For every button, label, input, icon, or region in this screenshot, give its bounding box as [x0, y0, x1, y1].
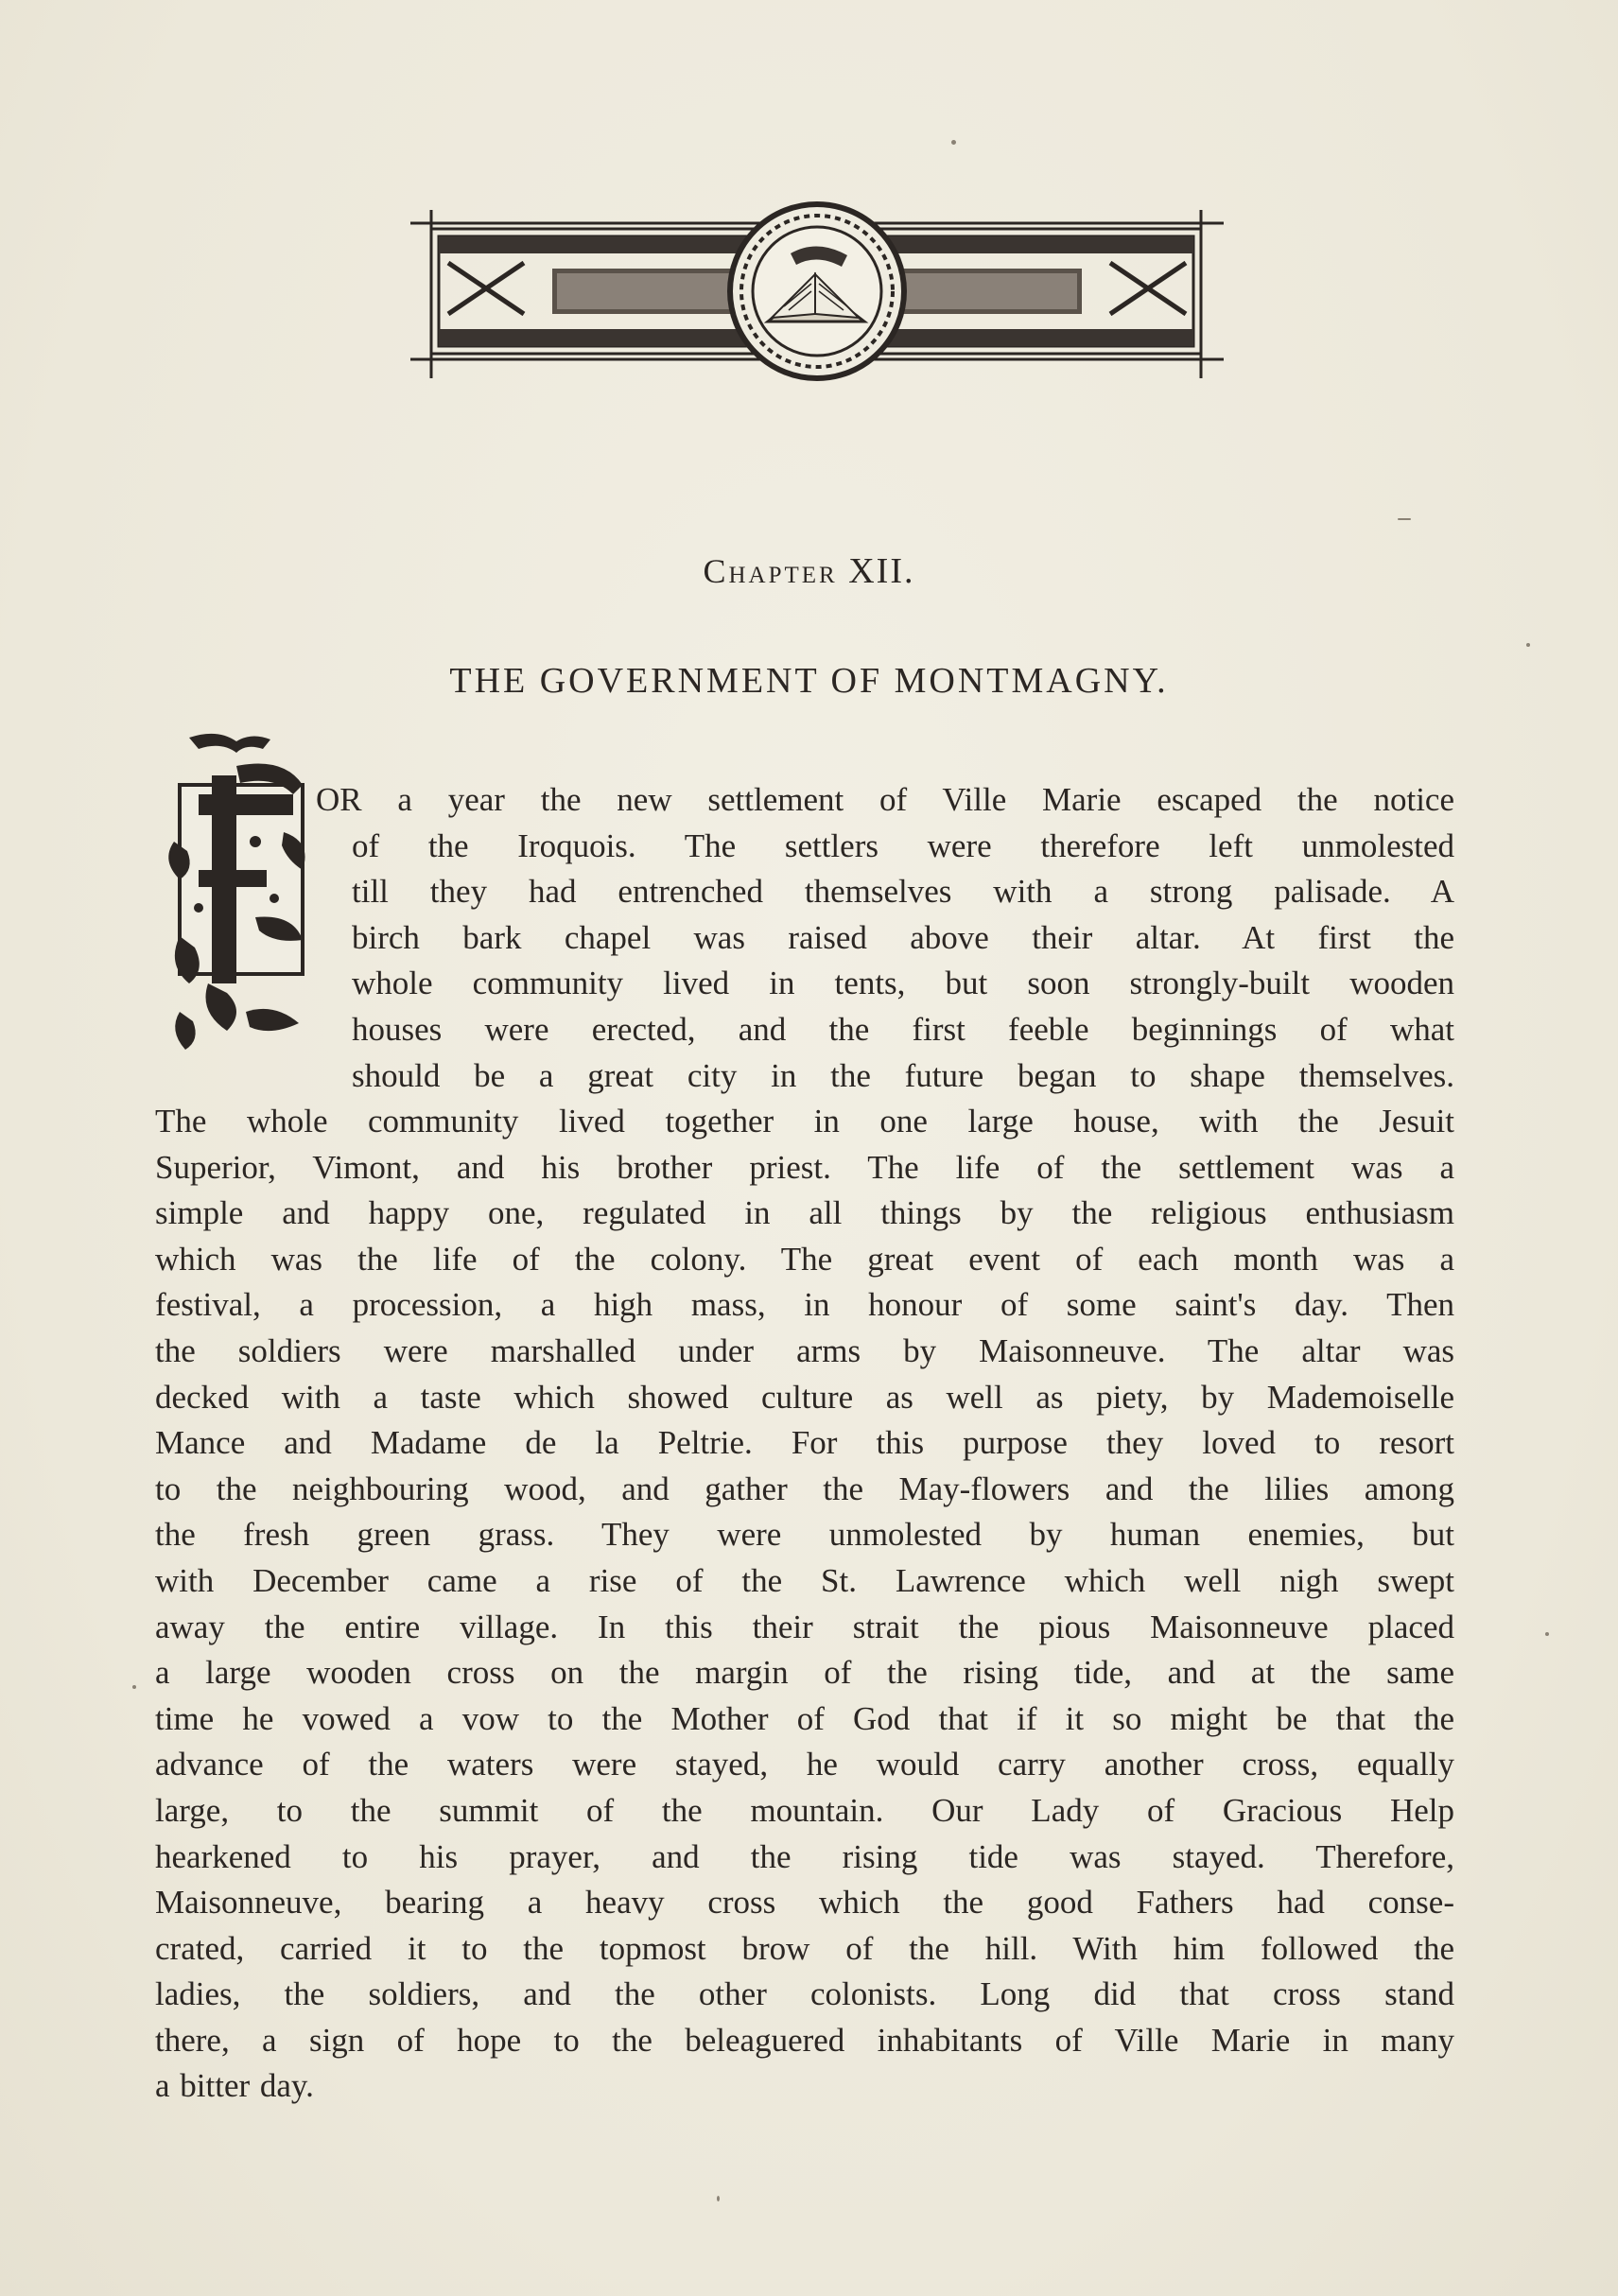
text-line: of the Iroquois. The settlers were therefore left unmolested — [352, 826, 1454, 864]
text-line: festival, a procession, a high mass, in honour of some saint's day. Then — [155, 1286, 1454, 1324]
text-line: should be a great city in the future began to shape themselves. — [352, 1056, 1454, 1094]
text-line: large, to the summit of the mountain. Our Lady of Gracious Help — [155, 1791, 1454, 1829]
text-line: a large wooden cross on the margin of the rising tide, and at the same — [155, 1654, 1454, 1692]
text-line: Mance and Madame de la Peltrie. For this purpose they loved to resort — [155, 1424, 1454, 1462]
text-line: till they had entrenched themselves with a strong palisade. A — [352, 873, 1454, 911]
text-line: Maisonneuve, bearing a heavy cross which the good Fathers had conse- — [155, 1884, 1454, 1922]
chapter-label — [0, 550, 1618, 592]
paper-speck — [951, 140, 956, 145]
first-paragraph-wrapped — [316, 777, 1454, 1099]
text-line: the soldiers were marshalled under arms by Maisonneuve. The altar was — [155, 1331, 1454, 1369]
text-line: OR a year the new settlement of Ville Marie escaped the notice — [316, 781, 1454, 818]
text-line: with December came a rise of the St. Lawrence which well nigh swept — [155, 1561, 1454, 1599]
text-line-last: a bitter day. — [155, 2067, 314, 2105]
paper-speck — [132, 1685, 136, 1689]
paper-speck — [717, 2196, 720, 2201]
text-line: there, a sign of hope to the beleaguered inhabitants of Ville Marie in many — [155, 2021, 1454, 2059]
paper-speck — [1398, 518, 1411, 520]
text-line: birch bark chapel was raised above their altar. At first the — [352, 918, 1454, 956]
text-line: simple and happy one, regulated in all things by the religious enthusiasm — [155, 1194, 1454, 1232]
text-line: away the entire village. In this their strait the pious Maisonneuve placed — [155, 1608, 1454, 1645]
text-line: to the neighbouring wood, and gather the May-flowers and the lilies among — [155, 1470, 1454, 1507]
text-line: crated, carried it to the topmost brow of the hill. With him followed the — [155, 1929, 1454, 1967]
body-text — [155, 1099, 1454, 2110]
paper-speck — [1526, 643, 1530, 647]
text-line: ladies, the soldiers, and the other colonists. Long did that cross stand — [155, 1975, 1454, 2013]
text-line: decked with a taste which showed culture as well as piety, by Mademoiselle — [155, 1378, 1454, 1416]
chapter-title: THE GOVERNMENT OF MONTMAGNY. — [449, 661, 1169, 701]
open-book-headpiece-icon — [410, 200, 1224, 390]
dropcap-f-icon — [161, 728, 314, 1078]
text-line: Superior, Vimont, and his brother priest. The life of the settlement was a — [155, 1148, 1454, 1186]
text-line: the fresh green grass. They were unmolested by human enemies, but — [155, 1516, 1454, 1554]
text-line: whole community lived in tents, but soon strongly-built wooden — [352, 965, 1454, 1002]
chapter-number: XII. — [848, 551, 915, 591]
text-line: hearkened to his prayer, and the rising tide was stayed. Therefore, — [155, 1837, 1454, 1875]
paper-speck — [1545, 1632, 1549, 1636]
chapter-label-word: Chapter — [703, 552, 838, 590]
text-line: houses were erected, and the first feeble beginnings of what — [352, 1010, 1454, 1048]
text-line: advance of the waters were stayed, he would carry another cross, equally — [155, 1746, 1454, 1783]
text-line: which was the life of the colony. The great event of each month was a — [155, 1240, 1454, 1278]
text-line: The whole community lived together in one large house, with the Jesuit — [155, 1103, 1454, 1139]
text-line: time he vowed a vow to the Mother of God that if it so might be that the — [155, 1699, 1454, 1737]
